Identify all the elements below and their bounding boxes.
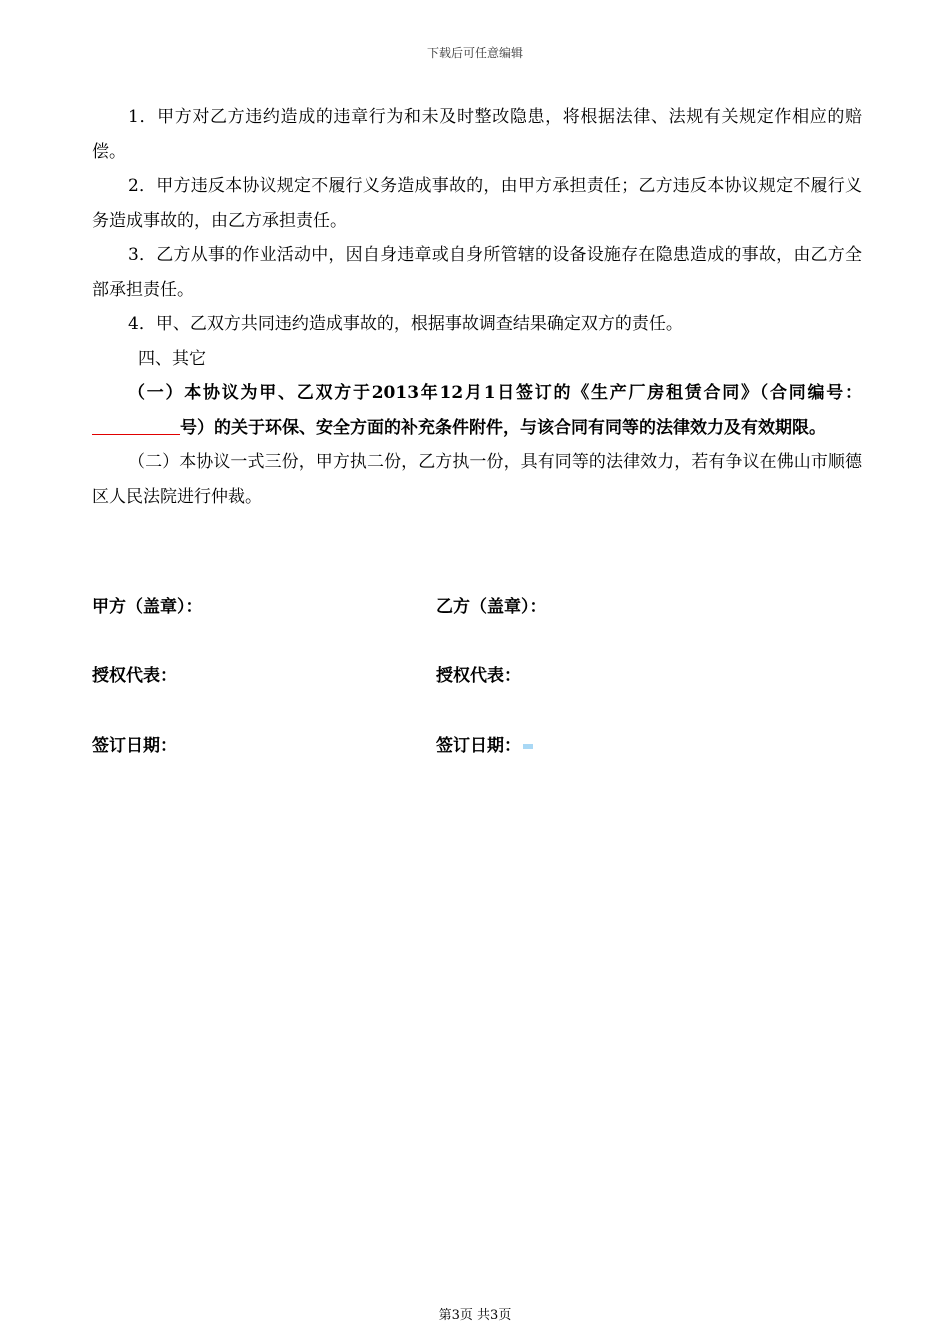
clause-3-3: 3．乙方从事的作业活动中，因自身违章或自身所管辖的设备设施存在隐患造成的事故，由乙方全部承担责任。 <box>92 245 862 300</box>
page-header: 下载后可任意编辑 <box>426 46 523 60</box>
party-b-rep-label: 授权代表： <box>436 666 521 686</box>
section-heading-other: 四、其它 <box>138 348 206 369</box>
party-a-rep-label: 授权代表： <box>92 666 177 686</box>
clause-3-4: 4．甲、乙双方共同违约造成事故的，根据事故调查结果确定双方的责任。 <box>128 314 683 334</box>
clause-4-1-part2: 号）的关于环保、安全方面的补充条件附件，与该合同有同等的法律效力及有效期限。 <box>180 417 826 438</box>
clause-4-1 <box>92 376 862 445</box>
page-footer: 第3页 共3页 <box>438 1308 512 1323</box>
contract-number-blank[interactable] <box>92 416 180 435</box>
document-body <box>92 100 862 514</box>
text-cursor-mark <box>523 744 533 749</box>
clause-4-2: （二）本协议一式三份，甲方执二份，乙方执一份，具有同等的法律效力，若有争议在佛山市顺德区人民法院进行仲裁。 <box>92 452 862 507</box>
clause-3-2: 2．甲方违反本协议规定不履行义务造成事故的，由甲方承担责任；乙方违反本协议规定不履行义务造成事故的，由乙方承担责任。 <box>92 176 862 231</box>
party-b-date-label: 签订日期： <box>436 736 521 756</box>
party-b-date-row <box>436 731 533 756</box>
clause-3-1: 1．甲方对乙方违约造成的违章行为和未及时整改隐患，将根据法律、法规有关规定作相应的赔偿。 <box>92 107 862 162</box>
party-a-seal-label: 甲方（盖章）： <box>92 597 203 617</box>
party-b-seal-label: 乙方（盖章）： <box>436 597 547 617</box>
clause-4-1-part1: （一）本协议为甲、乙双方于2013年12月1日签订的《生产厂房租赁合同》（合同编号： <box>128 383 862 403</box>
party-a-date-label: 签订日期： <box>92 736 177 756</box>
